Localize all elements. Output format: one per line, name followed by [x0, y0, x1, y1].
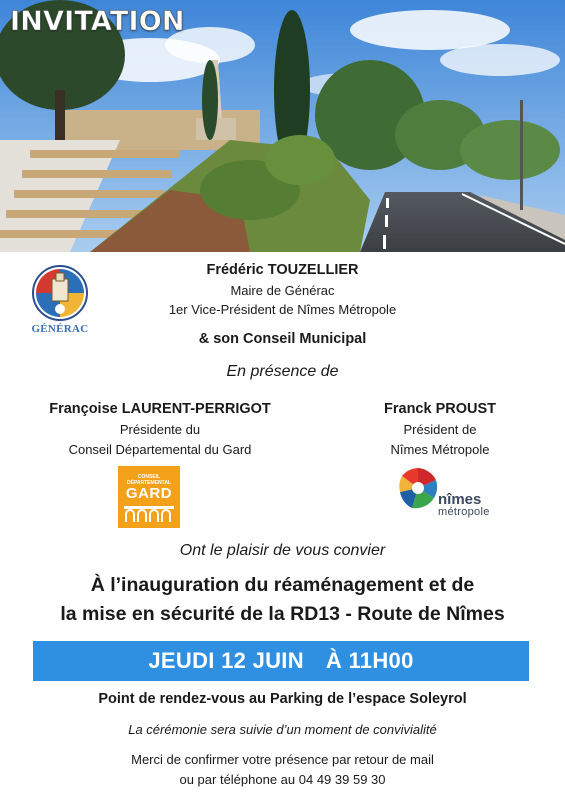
guest-left-role-line2: Conseil Départemental du Gard	[68, 442, 252, 457]
nimes-logo-word2: métropole	[438, 506, 490, 518]
invitation-intro: Ont le plaisir de vous convier	[179, 542, 386, 559]
event-time: À 11H00	[325, 648, 414, 673]
event-headline	[0, 571, 565, 629]
guest-right-name: Franck PROUST	[384, 401, 496, 417]
nimes-metropole-logo	[398, 466, 508, 522]
meeting-point: Point de rendez-vous au Parking de l’espace Soleyrol	[98, 691, 467, 707]
nimes-metropole-mark-icon	[398, 466, 438, 516]
guest-right	[350, 401, 530, 462]
guest-left-name: Françoise LAURENT-PERRIGOT	[49, 401, 271, 417]
gard-department-logo	[118, 466, 180, 528]
generac-logo-text: GÉNÉRAC	[31, 323, 89, 335]
guest-left-role-line1: Présidente du	[119, 422, 201, 437]
ceremony-note: La cérémonie sera suivie d’un moment de convivialité	[128, 722, 437, 737]
rsvp-line2: ou par téléphone au 04 49 39 59 30	[179, 772, 386, 787]
aqueduct-icon	[124, 506, 174, 522]
invitation-title: INVITATION	[10, 6, 185, 37]
header-photo	[0, 0, 565, 252]
gard-logo-big-text: GARD	[125, 485, 173, 502]
guest-left	[20, 401, 300, 462]
rsvp-line1: Merci de confirmer votre présence par retour de mail	[131, 752, 434, 767]
date-banner	[33, 641, 529, 681]
event-headline-line2: la mise en sécurité de la RD13 - Route de Nîmes	[60, 603, 505, 625]
host-name: Frédéric TOUZELLIER	[206, 262, 359, 278]
host-council: & son Conseil Municipal	[198, 331, 367, 347]
road-landscape-illustration	[0, 0, 565, 252]
guest-right-role-line2: Nîmes Métropole	[390, 442, 490, 457]
event-date: JEUDI 12 JUIN	[148, 648, 304, 673]
host-title-vice-president: 1er Vice-Président de Nîmes Métropole	[168, 302, 397, 317]
presence-label: En présence de	[226, 363, 339, 380]
gard-logo-small-text: CONSEIL DÉPARTEMENTAL	[127, 474, 171, 486]
nimes-logo-word1: nîmes	[438, 491, 482, 508]
host-title-mayor: Maire de Générac	[230, 283, 335, 298]
guest-right-role-line1: Président de	[403, 422, 477, 437]
event-headline-line1: À l’inauguration du réaménagement et de	[90, 574, 475, 596]
